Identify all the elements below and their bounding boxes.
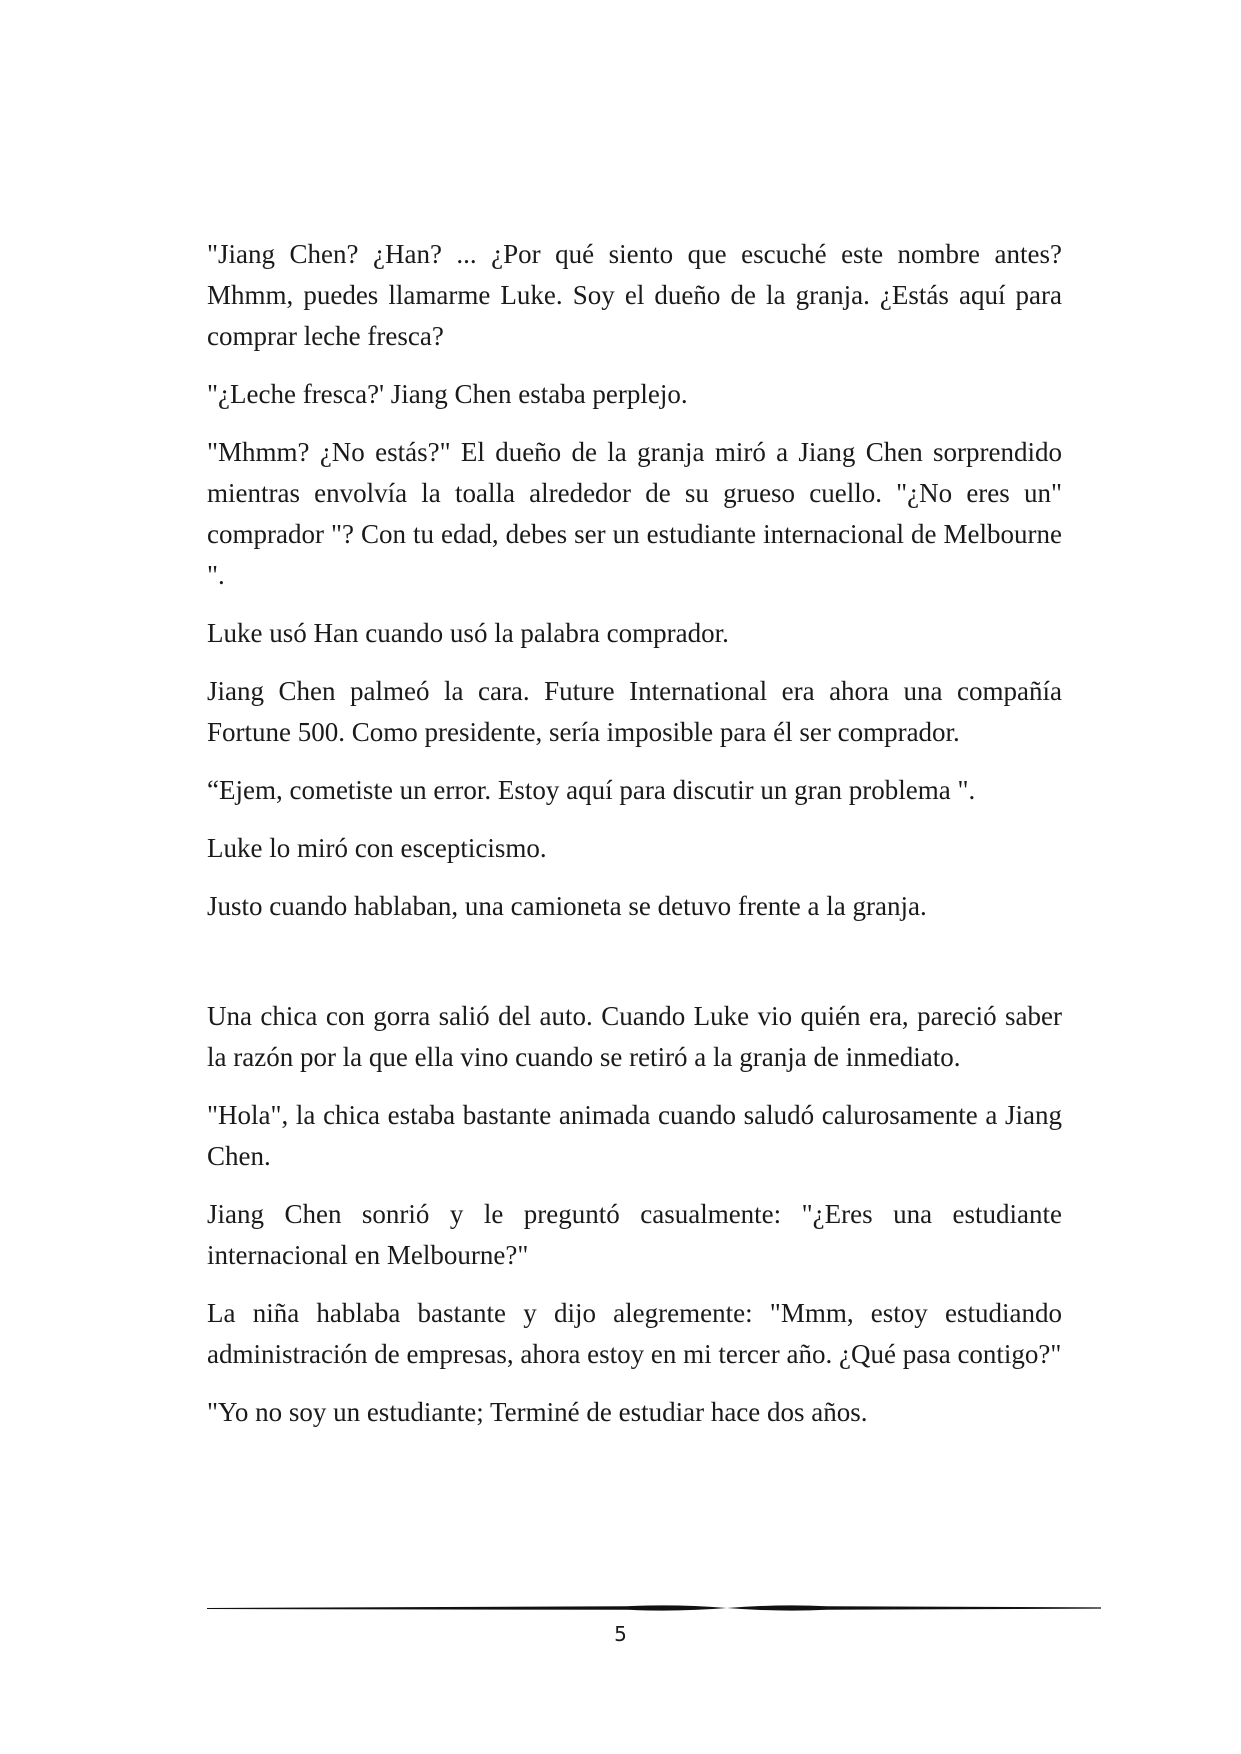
paragraph: Luke lo miró con escepticismo.	[207, 833, 547, 863]
paragraph: La niña hablaba bastante y dijo alegremente: "Mmm, estoy estudiando administración de empresas, ahora estoy en mi tercer año. ¿Qué pasa contigo?"	[207, 1298, 1062, 1369]
footer-rule	[207, 1602, 1101, 1616]
paragraph: Jiang Chen sonrió y le preguntó casualmente: "¿Eres una estudiante internacional en Melbourne?"	[207, 1199, 1062, 1270]
paragraph: Justo cuando hablaban, una camioneta se detuvo frente a la granja.	[207, 891, 927, 921]
paragraph: Jiang Chen palmeó la cara. Future International era ahora una compañía Fortune 500. Como presidente, sería imposible para él ser comprador.	[207, 676, 1062, 747]
text-section-top	[207, 234, 1062, 944]
paragraph: "Jiang Chen? ¿Han? ... ¿Por qué siento que escuché este nombre antes? Mhmm, puedes llamarme Luke. Soy el dueño de la granja. ¿Estás aquí para comprar leche fresca?	[207, 239, 1062, 351]
paragraph: "Yo no soy un estudiante; Terminé de estudiar hace dos años.	[207, 1397, 868, 1427]
paragraph: "¿Leche fresca?' Jiang Chen estaba perplejo.	[207, 379, 688, 409]
paragraph: “Ejem, cometiste un error. Estoy aquí para discutir un gran problema ".	[207, 775, 976, 805]
page-number: 5	[614, 1622, 627, 1646]
text-section-bottom	[207, 996, 1062, 1450]
paragraph: "Hola", la chica estaba bastante animada cuando saludó calurosamente a Jiang Chen.	[207, 1100, 1062, 1171]
paragraph: Luke usó Han cuando usó la palabra comprador.	[207, 618, 729, 648]
paragraph: Una chica con gorra salió del auto. Cuando Luke vio quién era, pareció saber la razón por la que ella vino cuando se retiró a la granja de inmediato.	[207, 1001, 1062, 1072]
paragraph: "Mhmm? ¿No estás?" El dueño de la granja miró a Jiang Chen sorprendido mientras envolvía la toalla alrededor de su grueso cuello. "¿No eres un" comprador "? Con tu edad, debes ser un estudiante internacional de Melbourne ".	[207, 437, 1062, 590]
